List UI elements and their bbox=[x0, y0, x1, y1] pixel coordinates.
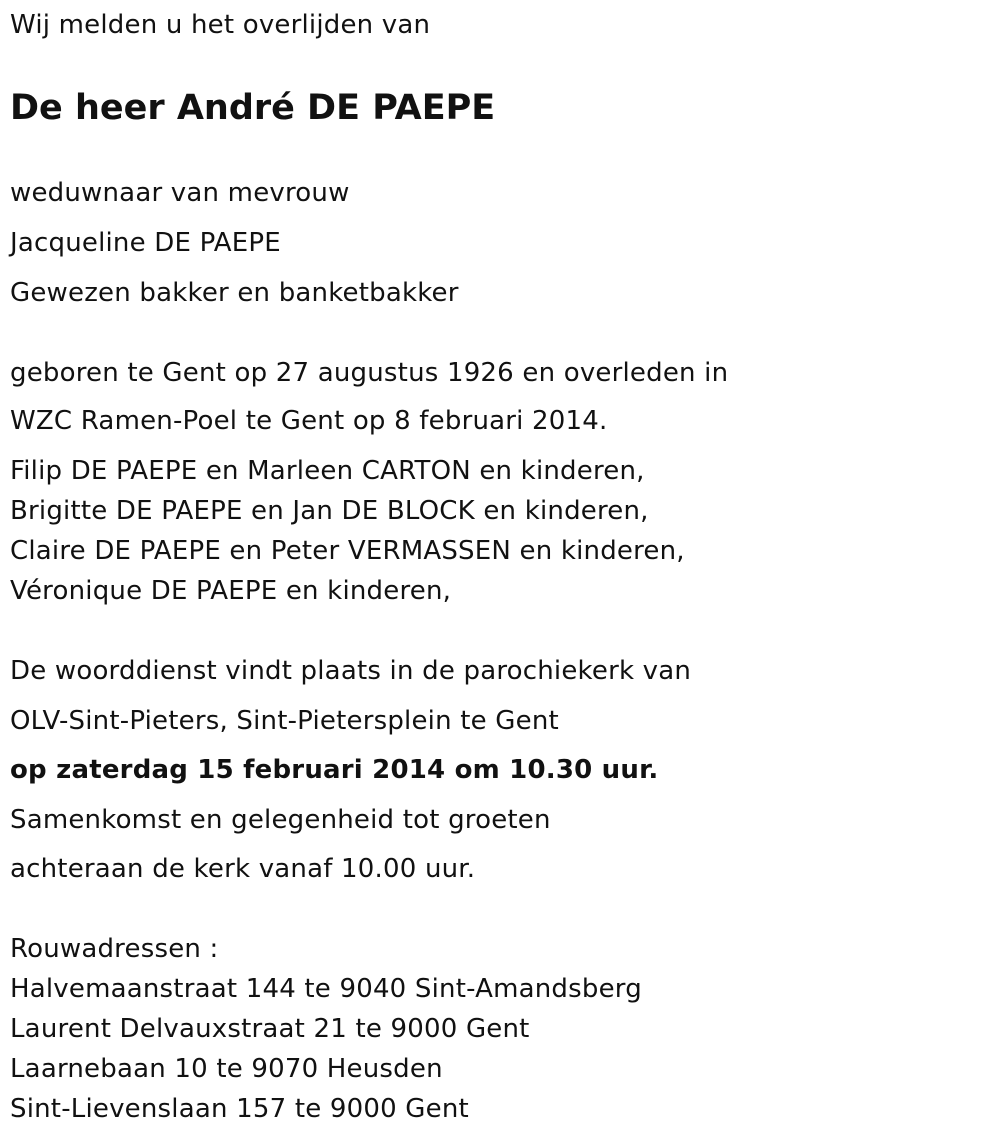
address-item: Laurent Delvauxstraat 21 te 9000 Gent bbox=[10, 1014, 530, 1044]
birth-death-line-2: WZC Ramen-Poel te Gent op 8 februari 2014. bbox=[10, 406, 608, 436]
service-datetime: op zaterdag 15 februari 2014 om 10.30 uur. bbox=[10, 755, 659, 785]
occupation: Gewezen bakker en banketbakker bbox=[10, 278, 459, 308]
gathering-line-2: achteraan de kerk vanaf 10.00 uur. bbox=[10, 854, 476, 884]
gathering-line-1: Samenkomst en gelegenheid tot groeten bbox=[10, 805, 551, 835]
family-line: Filip DE PAEPE en Marleen CARTON en kinderen, bbox=[10, 456, 645, 486]
service-line-2: OLV-Sint-Pieters, Sint-Pietersplein te Gent bbox=[10, 706, 559, 736]
addresses-heading: Rouwadressen : bbox=[10, 934, 219, 964]
spouse-line-2: Jacqueline DE PAEPE bbox=[10, 228, 281, 258]
family-line: Véronique DE PAEPE en kinderen, bbox=[10, 576, 452, 606]
address-item: Laarnebaan 10 te 9070 Heusden bbox=[10, 1054, 443, 1084]
address-item: Sint-Lievenslaan 157 te 9000 Gent bbox=[10, 1094, 469, 1124]
spouse-line-1: weduwnaar van mevrouw bbox=[10, 178, 350, 208]
address-item: Halvemaanstraat 144 te 9040 Sint-Amandsberg bbox=[10, 974, 642, 1004]
family-line: Claire DE PAEPE en Peter VERMASSEN en kinderen, bbox=[10, 536, 685, 566]
deceased-name: De heer André DE PAEPE bbox=[10, 88, 496, 128]
birth-death-line-1: geboren te Gent op 27 augustus 1926 en overleden in bbox=[10, 358, 729, 388]
service-line-1: De woorddienst vindt plaats in de parochiekerk van bbox=[10, 656, 692, 686]
intro-text: Wij melden u het overlijden van bbox=[10, 10, 431, 40]
family-line: Brigitte DE PAEPE en Jan DE BLOCK en kinderen, bbox=[10, 496, 649, 526]
